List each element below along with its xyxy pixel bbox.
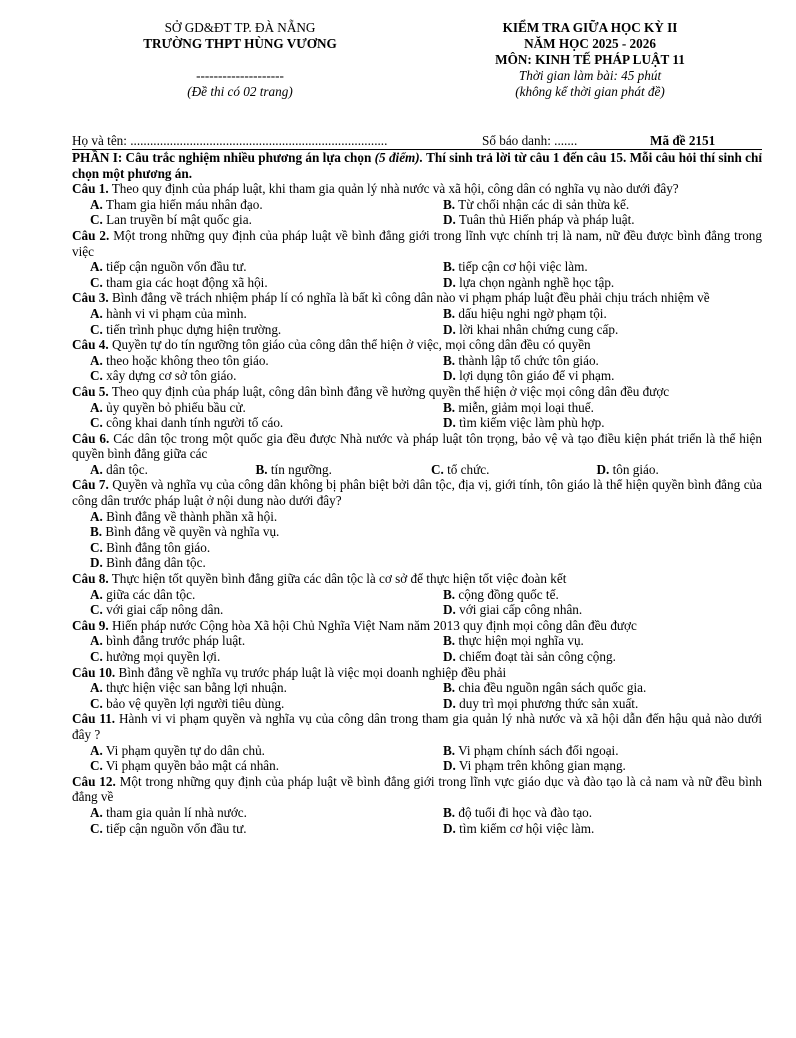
option-d[interactable]: D. Bình đẳng dân tộc. (90, 555, 206, 571)
subject: MÔN: KINH TẾ PHÁP LUẬT 11 (495, 52, 685, 67)
option-a[interactable]: A. thực hiện việc san bằng lợi nhuận. (90, 680, 287, 696)
option-d[interactable]: D. duy trì mọi phương thức sản xuất. (443, 695, 639, 711)
options-row (72, 602, 762, 618)
option-a[interactable]: A. Vi phạm quyền tự do dân chủ. (90, 742, 265, 758)
student-info-line (72, 133, 762, 150)
option-b[interactable]: B. dấu hiệu nghi ngờ phạm tội. (443, 305, 607, 321)
header-divider: -------------------- (196, 68, 284, 83)
question-12 (72, 774, 762, 836)
option-a[interactable]: A. tham gia quản lí nhà nước. (90, 804, 247, 820)
question-list (72, 150, 762, 836)
question-6 (72, 431, 762, 478)
page-count-note: (Đề thi có 02 trang) (187, 84, 293, 99)
option-b[interactable]: B. thành lập tổ chức tôn giáo. (443, 352, 599, 368)
exam-code: Mã đề 2151 (650, 133, 716, 148)
option-b[interactable]: B. thực hiện mọi nghĩa vụ. (443, 633, 584, 649)
option-a[interactable]: A. dân tộc. (90, 461, 148, 477)
question-4 (72, 337, 762, 384)
exam-duration: Thời gian làm bài: 45 phút (518, 68, 662, 83)
option-b[interactable]: B. tiếp cận cơ hội việc làm. (443, 259, 588, 275)
question-11 (72, 711, 762, 773)
question-stem: Câu 2. Một trong những quy định của pháp luật về bình đẳng giới trong lĩnh vực chính trị là nam, nữ đều được bình đẳng trong việc (72, 227, 762, 259)
option-c[interactable]: C. tiếp cận nguồn vốn đầu tư. (90, 820, 247, 836)
options-row (72, 415, 762, 431)
options-row (72, 680, 762, 696)
option-b[interactable]: B. tín ngưỡng. (255, 461, 332, 477)
candidate-number-field[interactable]: Số báo danh: ....... (482, 133, 578, 148)
options-row (72, 212, 762, 228)
option-d[interactable]: D. chiếm đoạt tài sản công cộng. (443, 649, 616, 664)
option-a[interactable]: A. tiếp cận nguồn vốn đầu tư. (90, 259, 247, 275)
question-9 (72, 618, 762, 665)
option-a[interactable]: A. giữa các dân tộc. (90, 586, 196, 602)
options-row (72, 758, 762, 774)
options-row (72, 540, 762, 556)
option-a[interactable]: A. Bình đẳng về thành phần xã hội. (90, 508, 278, 524)
options-row (72, 400, 762, 416)
question-stem: Câu 3. Bình đẳng về trách nhiệm pháp lí có nghĩa là bất kì công dân nào vi phạm pháp luật đều phải chịu trách nhiệm về (72, 290, 710, 306)
option-b[interactable]: B. Vi phạm chính sách đối ngoại. (443, 742, 619, 758)
option-c[interactable]: C. bảo vệ quyền lợi người tiêu dùng. (90, 695, 285, 711)
option-c[interactable]: C. tham gia các hoạt động xã hội. (90, 274, 268, 290)
question-stem: Câu 9. Hiến pháp nước Cộng hòa Xã hội Chủ Nghĩa Việt Nam năm 2013 quy định mọi công dân đều được (72, 617, 637, 633)
school-header (95, 20, 385, 100)
question-stem: Câu 5. Theo quy định của pháp luật, công dân bình đẳng về hưởng quyền thể hiện ở việc mọi công dân đều được (72, 383, 670, 399)
option-a[interactable]: A. bình đẳng trước pháp luật. (90, 633, 246, 649)
options-row (72, 509, 762, 525)
option-d[interactable]: D. Tuân thủ Hiến pháp và pháp luật. (443, 212, 635, 228)
option-c[interactable]: C. Lan truyền bí mật quốc gia. (90, 212, 252, 228)
options-row (72, 259, 762, 275)
option-d[interactable]: D. tìm kiếm việc làm phù hợp. (443, 415, 605, 431)
options-row (72, 821, 762, 837)
option-a[interactable]: A. hành vi vi phạm của mình. (90, 305, 247, 321)
options-row (72, 743, 762, 759)
question-stem: Câu 6. Các dân tộc trong một quốc gia đều được Nhà nước và pháp luật tôn trọng, bảo vệ và tạo điều kiện phát triển là thể hiện quyền bình đẳng giữa các (72, 430, 762, 462)
question-stem: Câu 4. Quyền tự do tín ngưỡng tôn giáo của công dân thể hiện ở việc, mọi công dân đều có quyền (72, 337, 591, 353)
options-row (72, 275, 762, 291)
option-c[interactable]: C. với giai cấp nông dân. (90, 602, 224, 618)
question-1 (72, 181, 762, 228)
options-row (72, 462, 762, 478)
question-8 (72, 571, 762, 618)
option-c[interactable]: C. tổ chức. (430, 461, 490, 477)
question-stem: Câu 7. Quyền và nghĩa vụ của công dân không bị phân biệt bởi dân tộc, địa vị, giới tính, tôn giáo là thể hiện quyền bình đẳng của công dân trước pháp luật ở nội dung nào dưới đây? (72, 477, 762, 509)
option-a[interactable]: A. Tham gia hiến máu nhân đạo. (90, 196, 263, 212)
question-stem: Câu 10. Bình đẳng về nghĩa vụ trước pháp luật là việc mọi doanh nghiệp đều phải (72, 664, 507, 680)
question-2 (72, 228, 762, 290)
options-row (72, 197, 762, 213)
option-b[interactable]: B. cộng đồng quốc tế. (443, 586, 559, 602)
option-c[interactable]: C. công khai danh tính người tố cáo. (90, 415, 284, 431)
question-10 (72, 665, 762, 712)
options-row (72, 633, 762, 649)
part1-heading: PHẦN I: Câu trắc nghiệm nhiều phương án lựa chọn (5 điểm). Thí sinh trả lời từ câu 1 đến câu 15. Mỗi câu hỏi thí sinh chỉ chọn một phương án. (72, 150, 762, 181)
options-row (72, 555, 762, 571)
options-row (72, 524, 762, 540)
options-row (72, 587, 762, 603)
question-stem: Câu 11. Hành vi vi phạm quyền và nghĩa vụ của công dân trong tham gia quản lý nhà nước và xã hội dẫn đến hậu quả nào dưới đây ? (72, 711, 762, 742)
option-d[interactable]: D. với giai cấp công nhân. (443, 602, 583, 618)
option-d[interactable]: D. lời khai nhân chứng cung cấp. (443, 321, 619, 337)
option-c[interactable]: C. hưởng mọi quyền lợi. (90, 649, 221, 664)
options-row (72, 649, 762, 665)
question-stem: Câu 8. Thực hiện tốt quyền bình đẳng giữa các dân tộc là cơ sở để thực hiện tốt việc đoàn kết (72, 571, 567, 587)
question-3 (72, 290, 762, 337)
option-d[interactable]: D. Vi phạm trên không gian mạng. (443, 758, 626, 774)
option-d[interactable]: D. tìm kiếm cơ hội việc làm. (443, 820, 595, 836)
option-c[interactable]: C. Bình đẳng tôn giáo. (90, 539, 211, 555)
department-name: SỞ GD&ĐT TP. ĐÀ NẴNG (164, 20, 316, 35)
student-name-field[interactable]: Họ và tên: .............................................................................. (72, 133, 388, 148)
option-c[interactable]: C. Vi phạm quyền bảo mật cá nhân. (90, 758, 280, 774)
option-c[interactable]: C. xây dựng cơ sở tôn giáo. (90, 368, 237, 384)
option-b[interactable]: B. miễn, giảm mọi loại thuế. (443, 399, 594, 415)
option-b[interactable]: B. chia đều nguồn ngân sách quốc gia. (443, 680, 647, 696)
question-stem: Câu 12. Một trong những quy định của pháp luật về bình đẳng giới trong lĩnh vực giáo dục và đào tạo là cả nam và nữ đều bình đẳng về (72, 773, 763, 805)
options-row (72, 322, 762, 338)
option-c[interactable]: C. tiến trình phục dựng hiện trường. (90, 321, 282, 337)
option-a[interactable]: A. theo hoặc không theo tôn giáo. (90, 352, 269, 368)
option-a[interactable]: A. ủy quyền bỏ phiếu bầu cử. (90, 399, 246, 415)
option-d[interactable]: D. lựa chọn ngành nghề học tập. (443, 274, 615, 290)
options-row (72, 696, 762, 712)
exam-title: KIỂM TRA GIỮA HỌC KỲ II (502, 20, 678, 35)
option-b[interactable]: B. độ tuổi đi học và đào tạo. (443, 804, 593, 820)
school-name: TRƯỜNG THPT HÙNG VƯƠNG (143, 36, 337, 51)
option-d[interactable]: D. lợi dụng tôn giáo để vi phạm. (443, 368, 615, 384)
question-stem: Câu 1. Theo quy định của pháp luật, khi tham gia quản lý nhà nước và xã hội, công dân có nghĩa vụ nào dưới đây? (72, 181, 679, 197)
exam-duration-note: (không kể thời gian phát đề) (515, 84, 665, 99)
option-b[interactable]: B. Từ chối nhận các di sản thừa kế. (443, 196, 630, 212)
options-row (72, 368, 762, 384)
option-d[interactable]: D. tôn giáo. (596, 461, 659, 477)
question-5 (72, 384, 762, 431)
options-row (72, 805, 762, 821)
exam-header (440, 20, 740, 100)
school-year: NĂM HỌC 2025 - 2026 (524, 36, 656, 51)
question-7 (72, 477, 762, 571)
options-row (72, 306, 762, 322)
options-row (72, 353, 762, 369)
option-b[interactable]: B. Bình đẳng về quyền và nghĩa vụ. (90, 524, 280, 540)
